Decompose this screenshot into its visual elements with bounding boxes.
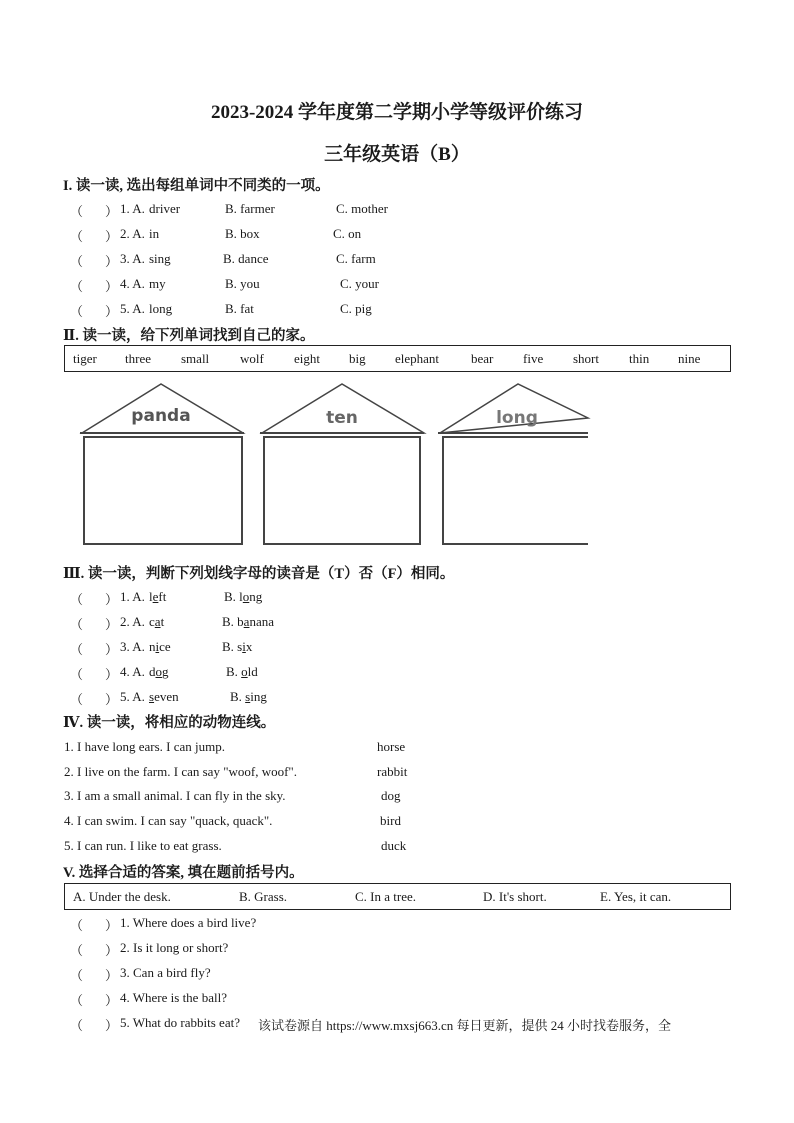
answer-paren-open: （ bbox=[70, 642, 84, 657]
answer-option: B. Grass. bbox=[239, 889, 288, 904]
word-bank-item: three bbox=[125, 351, 151, 366]
source-footer-text: 该试卷源自 https://www.mxsj663.cn 每日更新，提供 24 小时找卷服务，全 bbox=[258, 1018, 671, 1033]
option-b: B. box bbox=[225, 226, 260, 241]
word-b: B. old bbox=[226, 664, 258, 679]
option-b: B. you bbox=[225, 276, 260, 291]
word-bank-item: elephant bbox=[395, 351, 440, 366]
word-bank-item: eight bbox=[294, 351, 320, 366]
option-a: long bbox=[149, 301, 173, 316]
house-panda bbox=[80, 384, 244, 544]
underlined-letter: o bbox=[241, 664, 248, 679]
answer-paren-open: （ bbox=[70, 1018, 84, 1033]
word-bank-item: short bbox=[573, 351, 599, 366]
matching-sentence: 5. I can run. I like to eat grass. bbox=[64, 838, 222, 853]
answer-paren-open: （ bbox=[70, 279, 84, 294]
word-a: left bbox=[149, 589, 167, 604]
option-a: in bbox=[149, 226, 160, 241]
page-title: 2023-2024 学年度第二学期小学等级评价练习 bbox=[210, 102, 584, 123]
item-number: 4. A. bbox=[120, 664, 145, 679]
houses-illustration bbox=[0, 380, 794, 550]
house-ten bbox=[260, 384, 424, 544]
answer-paren-close: ） bbox=[105, 592, 119, 607]
option-c: C. on bbox=[333, 226, 362, 241]
option-b: B. farmer bbox=[225, 201, 275, 216]
underlined-letter: i bbox=[242, 639, 246, 654]
word-bank-item: thin bbox=[629, 351, 650, 366]
matching-animal: bird bbox=[380, 813, 401, 828]
matching-sentence: 2. I live on the farm. I can say "woof, woof". bbox=[64, 764, 297, 779]
question: 4. Where is the ball? bbox=[120, 990, 227, 1005]
underlined-letter: a bbox=[243, 614, 250, 629]
word-b: B. long bbox=[224, 589, 263, 604]
section-2-heading: Ⅱ. 读一读，给下列单词找到自己的家。 bbox=[63, 328, 315, 344]
word-a: nice bbox=[149, 639, 171, 654]
answer-option: A. Under the desk. bbox=[73, 889, 171, 904]
underlined-letter: a bbox=[154, 614, 161, 629]
underlined-letter: o bbox=[155, 664, 162, 679]
question: 2. Is it long or short? bbox=[120, 940, 229, 955]
answer-paren-close: ） bbox=[105, 254, 119, 269]
answer-option: E. Yes, it can. bbox=[600, 889, 672, 904]
underlined-letter: s bbox=[149, 689, 155, 704]
answer-paren-close: ） bbox=[105, 1018, 119, 1033]
question: 3. Can a bird fly? bbox=[120, 965, 211, 980]
item-number: 5. A. bbox=[120, 301, 145, 316]
word-bank-item: tiger bbox=[73, 351, 97, 366]
answer-paren-open: （ bbox=[70, 918, 84, 933]
matching-animal: rabbit bbox=[377, 764, 408, 779]
word-a: cat bbox=[149, 614, 165, 629]
answer-paren-close: ） bbox=[105, 617, 119, 632]
underlined-letter: s bbox=[245, 689, 251, 704]
underlined-letter: i bbox=[155, 639, 160, 654]
matching-sentence: 1. I have long ears. I can jump. bbox=[64, 739, 226, 754]
answer-paren-open: （ bbox=[70, 617, 84, 632]
option-a: sing bbox=[149, 251, 171, 266]
house-label: ten bbox=[326, 408, 358, 428]
answer-paren-close: ） bbox=[105, 692, 119, 707]
answer-paren-open: （ bbox=[70, 943, 84, 958]
matching-animal: duck bbox=[381, 838, 407, 853]
answer-paren-open: （ bbox=[70, 968, 84, 983]
item-number: 4. A. bbox=[120, 276, 145, 291]
item-number: 5. A. bbox=[120, 689, 145, 704]
answer-option: D. It's short. bbox=[483, 889, 547, 904]
answer-paren-open: （ bbox=[70, 204, 84, 219]
option-c: C. mother bbox=[336, 201, 388, 216]
house-label: long bbox=[496, 408, 538, 428]
answer-paren-close: ） bbox=[105, 993, 119, 1008]
question: 5. What do rabbits eat? bbox=[120, 1015, 240, 1030]
word-b: B. banana bbox=[222, 614, 274, 629]
option-b: B. dance bbox=[223, 251, 269, 266]
answer-paren-open: （ bbox=[70, 304, 84, 319]
answer-paren-open: （ bbox=[70, 229, 84, 244]
word-bank-item: small bbox=[181, 351, 210, 366]
section-3-heading: Ⅲ. 读一读，判断下列划线字母的读音是（T）否（F）相同。 bbox=[63, 566, 455, 582]
matching-animal: horse bbox=[377, 739, 406, 754]
word-bank-item: bear bbox=[471, 351, 494, 366]
answer-paren-open: （ bbox=[70, 592, 84, 607]
word-a: dog bbox=[149, 664, 169, 679]
answer-paren-open: （ bbox=[70, 667, 84, 682]
answer-paren-close: ） bbox=[105, 304, 119, 319]
answer-paren-close: ） bbox=[105, 229, 119, 244]
answer-paren-close: ） bbox=[105, 279, 119, 294]
section-4-heading: Ⅳ. 读一读，将相应的动物连线。 bbox=[63, 715, 276, 731]
answer-options-box bbox=[64, 883, 731, 910]
item-number: 2. A. bbox=[120, 226, 145, 241]
word-bank-item: nine bbox=[678, 351, 701, 366]
word-bank bbox=[64, 345, 731, 372]
option-b: B. fat bbox=[225, 301, 254, 316]
underlined-letter: e bbox=[152, 589, 159, 604]
word-a: seven bbox=[149, 689, 179, 704]
answer-paren-close: ） bbox=[105, 943, 119, 958]
item-number: 1. A. bbox=[120, 201, 145, 216]
answer-paren-close: ） bbox=[105, 918, 119, 933]
word-bank-item: wolf bbox=[240, 351, 264, 366]
word-bank-item: five bbox=[523, 351, 544, 366]
page-subtitle: 三年级英语（B） bbox=[324, 144, 470, 165]
item-number: 1. A. bbox=[120, 589, 145, 604]
word-b: B. six bbox=[222, 639, 253, 654]
house-label: panda bbox=[131, 406, 191, 426]
section-1-heading: I. 读一读, 选出每组单词中不同类的一项。 bbox=[63, 178, 330, 194]
word-b: B. sing bbox=[230, 689, 267, 704]
option-a: my bbox=[149, 276, 166, 291]
answer-paren-open: （ bbox=[70, 692, 84, 707]
item-number: 3. A. bbox=[120, 251, 145, 266]
item-number: 3. A. bbox=[120, 639, 145, 654]
option-c: C. pig bbox=[340, 301, 372, 316]
answer-paren-close: ） bbox=[105, 204, 119, 219]
matching-sentence: 3. I am a small animal. I can fly in the sky. bbox=[64, 788, 286, 803]
option-a: driver bbox=[149, 201, 181, 216]
item-number: 2. A. bbox=[120, 614, 145, 629]
section-5-heading: V. 选择合适的答案, 填在题前括号内。 bbox=[63, 865, 304, 881]
option-c: C. your bbox=[340, 276, 379, 291]
question: 1. Where does a bird live? bbox=[120, 915, 257, 930]
house-long bbox=[438, 384, 588, 544]
underlined-letter: o bbox=[242, 589, 250, 604]
answer-option: C. In a tree. bbox=[355, 889, 417, 904]
word-bank-item: big bbox=[349, 351, 366, 366]
matching-sentence: 4. I can swim. I can say "quack, quack". bbox=[64, 813, 273, 828]
answer-paren-open: （ bbox=[70, 254, 84, 269]
answer-paren-close: ） bbox=[105, 642, 119, 657]
answer-paren-close: ） bbox=[105, 968, 119, 983]
option-c: C. farm bbox=[336, 251, 376, 266]
matching-animal: dog bbox=[381, 788, 401, 803]
answer-paren-open: （ bbox=[70, 993, 84, 1008]
answer-paren-close: ） bbox=[105, 667, 119, 682]
